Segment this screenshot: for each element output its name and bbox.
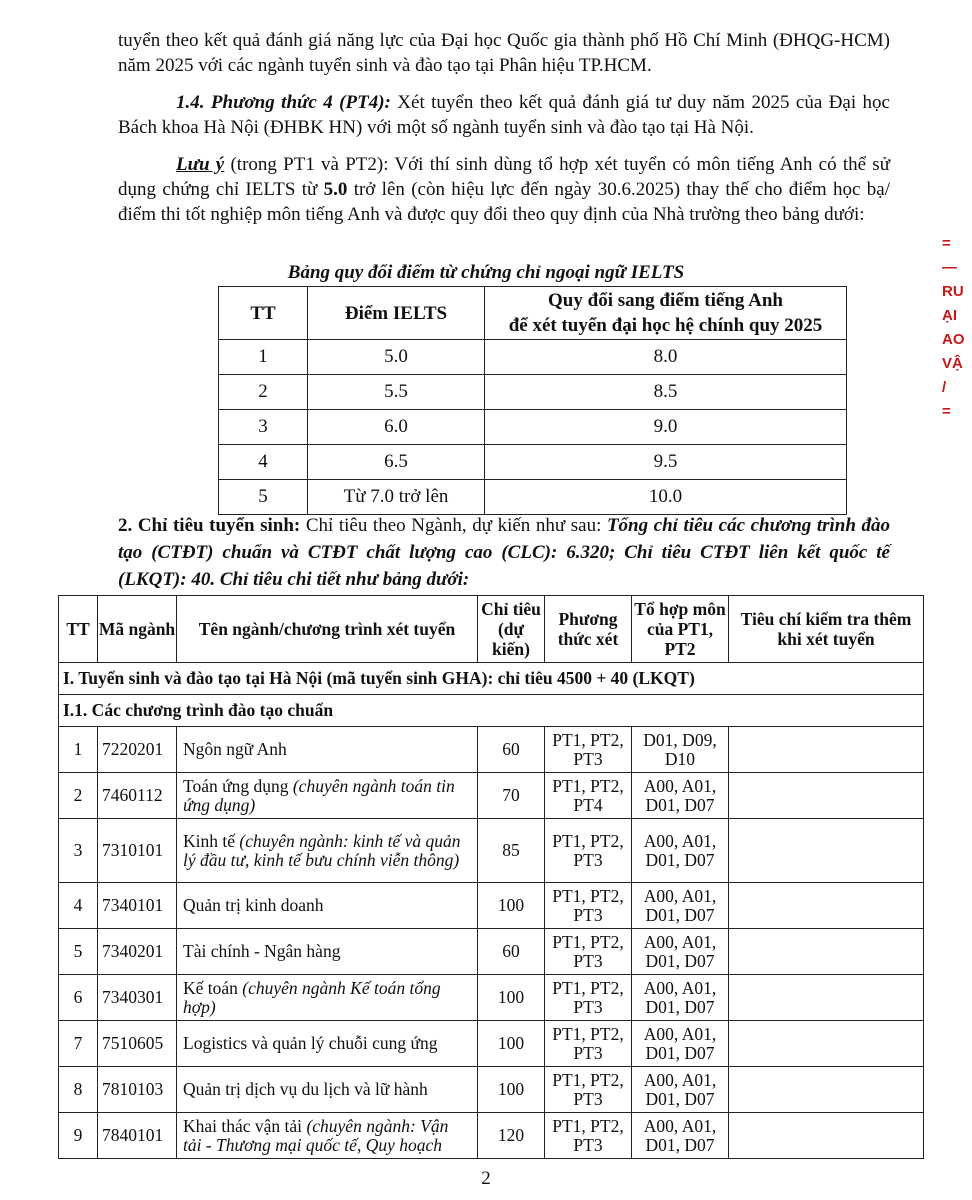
stamp-fragment: = <box>942 235 951 252</box>
ielts-conversion-table <box>218 286 847 515</box>
table-row <box>59 819 924 883</box>
stamp-fragment: AO <box>942 331 965 348</box>
program-name: Quản trị dịch vụ du lịch và lữ hành <box>183 1079 428 1099</box>
program-name: Kế toán <box>183 977 243 998</box>
table-row <box>59 883 924 929</box>
ielts-converted-cell: 9.0 <box>485 410 847 445</box>
ielts-row <box>219 410 847 445</box>
row-code-cell: 7340201 <box>98 929 177 975</box>
row-quota-cell: 100 <box>478 883 545 929</box>
row-name-cell <box>177 819 478 883</box>
program-name: Toán ứng dụng <box>183 775 293 796</box>
table-row <box>59 1021 924 1067</box>
ielts-converted-cell: 9.5 <box>485 445 847 480</box>
ielts-converted-cell: 10.0 <box>485 480 847 515</box>
program-specialization: (chuyên ngành: kinh tế và quản lý đầu tư, kinh tế bưu chính viễn thông) <box>183 830 461 870</box>
row-quota-cell: 100 <box>478 1067 545 1113</box>
row-name-cell <box>177 1021 478 1067</box>
col-header-method: Phương thức xét <box>545 596 632 663</box>
row-quota-cell: 100 <box>478 975 545 1021</box>
ielts-converted-cell: 8.0 <box>485 340 847 375</box>
row-criteria-cell <box>729 975 924 1021</box>
row-combo-cell: A00, A01, D01, D07 <box>632 929 729 975</box>
ielts-score-cell: 6.5 <box>308 445 485 480</box>
method4-paragraph: 1.4. Phương thức 4 (PT4): Xét tuyển theo kết quả đánh giá tư duy năm 2025 của Đại học Bách khoa Hà Nội (ĐHBK HN) với một số ngành tuyển sinh và đào tạo tại Hà Nội. <box>118 92 890 138</box>
ielts-row <box>219 375 847 410</box>
quota-paragraph: 2. Chỉ tiêu tuyển sinh: Chỉ tiêu theo Ngành, dự kiến như sau: Tổng chỉ tiêu các chương trình đào tạo (CTĐT) chuẩn và CTĐT chất lượng cao (CLC): 6.320; Chỉ tiêu CTĐT liên kết quốc tế (LKQT): 40. Chỉ tiêu chi tiết như bảng dưới: <box>118 515 891 590</box>
table-row <box>59 727 924 773</box>
row-code-cell: 7340301 <box>98 975 177 1021</box>
col-header-criteria: Tiêu chí kiểm tra thêm khi xét tuyển <box>729 596 924 663</box>
row-code-cell: 7460112 <box>98 773 177 819</box>
col-header-name: Tên ngành/chương trình xét tuyển <box>177 596 478 663</box>
section-standard-programs: I.1. Các chương trình đào tạo chuẩn <box>59 695 924 727</box>
row-criteria-cell <box>729 929 924 975</box>
row-quota-cell: 60 <box>478 929 545 975</box>
row-tt-cell: 6 <box>59 975 98 1021</box>
row-combo-cell: A00, A01, D01, D07 <box>632 773 729 819</box>
ielts-tt-cell: 2 <box>219 375 308 410</box>
row-name-cell <box>177 727 478 773</box>
row-code-cell: 7840101 <box>98 1113 177 1159</box>
row-combo-cell: A00, A01, D01, D07 <box>632 975 729 1021</box>
col-header-tt: TT <box>219 287 308 340</box>
row-method-cell: PT1, PT2, PT3 <box>545 1113 632 1159</box>
table-row <box>59 1067 924 1113</box>
note-paragraph: Lưu ý (trong PT1 và PT2): Với thí sinh dùng tổ hợp xét tuyển có môn tiếng Anh có thể sử dụng chứng chỉ IELTS từ 5.0 trở lên (còn hiệu lực đến ngày 30.6.2025) thay thế cho điểm học bạ/điểm thi tốt nghiệp môn tiếng Anh và được quy đổi theo quy định của Nhà trường theo bảng dưới: <box>118 154 890 225</box>
stamp-fragment: — <box>942 259 957 276</box>
row-code-cell: 7510605 <box>98 1021 177 1067</box>
row-criteria-cell <box>729 1021 924 1067</box>
row-method-cell: PT1, PT2, PT3 <box>545 819 632 883</box>
program-specialization: (chuyên ngành Kế toán tổng hợp) <box>183 977 441 1017</box>
row-combo-cell: D01, D09, D10 <box>632 727 729 773</box>
table-row <box>59 975 924 1021</box>
row-code-cell: 7810103 <box>98 1067 177 1113</box>
intro-paragraph: tuyển theo kết quả đánh giá năng lực của Đại học Quốc gia thành phố Hồ Chí Minh (ĐHQG-HCM) năm 2025 với các ngành tuyển sinh và đào tạo tại Phân hiệu TP.HCM. <box>118 30 890 76</box>
stamp-fragment: / <box>942 379 947 396</box>
ielts-row <box>219 340 847 375</box>
program-specialization: (chuyên ngành toán tin ứng dụng) <box>183 775 455 815</box>
ielts-score-cell: Từ 7.0 trở lên <box>308 480 485 515</box>
ielts-converted-cell: 8.5 <box>485 375 847 410</box>
table-row <box>59 773 924 819</box>
row-combo-cell: A00, A01, D01, D07 <box>632 1021 729 1067</box>
row-method-cell: PT1, PT2, PT3 <box>545 1021 632 1067</box>
col-header-ielts: Điểm IELTS <box>308 287 485 340</box>
stamp-fragment: RU <box>942 283 964 300</box>
row-method-cell: PT1, PT2, PT3 <box>545 727 632 773</box>
row-method-cell: PT1, PT2, PT4 <box>545 773 632 819</box>
ielts-table-caption: Bảng quy đổi điểm từ chứng chỉ ngoại ngữ IELTS <box>287 262 685 283</box>
table-row <box>59 929 924 975</box>
ielts-tt-cell: 1 <box>219 340 308 375</box>
quota-table <box>58 595 924 1159</box>
row-quota-cell: 100 <box>478 1021 545 1067</box>
row-tt-cell: 1 <box>59 727 98 773</box>
row-name-cell <box>177 883 478 929</box>
row-name-cell <box>177 975 478 1021</box>
ielts-tt-cell: 4 <box>219 445 308 480</box>
margin-stamp <box>942 232 972 424</box>
row-criteria-cell <box>729 1067 924 1113</box>
col-header-converted: Quy đổi sang điểm tiếng Anh để xét tuyển đại học hệ chính quy 2025 <box>485 287 847 340</box>
ielts-score-cell: 5.0 <box>308 340 485 375</box>
section-hanoi: I. Tuyển sinh và đào tạo tại Hà Nội (mã tuyển sinh GHA): chỉ tiêu 4500 + 40 (LKQT) <box>59 663 924 695</box>
row-tt-cell: 9 <box>59 1113 98 1159</box>
col-header-tt: TT <box>59 596 98 663</box>
col-header-quota: Chỉ tiêu (dự kiến) <box>478 596 545 663</box>
page-number: 2 <box>481 1168 491 1189</box>
row-name-cell <box>177 929 478 975</box>
program-name: Quản trị kinh doanh <box>183 895 324 915</box>
row-combo-cell: A00, A01, D01, D07 <box>632 1067 729 1113</box>
row-code-cell: 7340101 <box>98 883 177 929</box>
row-method-cell: PT1, PT2, PT3 <box>545 1067 632 1113</box>
col-header-code: Mã ngành <box>98 596 177 663</box>
ielts-row <box>219 480 847 515</box>
program-name: Logistics và quản lý chuỗi cung ứng <box>183 1033 438 1053</box>
row-criteria-cell <box>729 773 924 819</box>
ielts-row <box>219 445 847 480</box>
row-name-cell <box>177 1067 478 1113</box>
row-code-cell: 7220201 <box>98 727 177 773</box>
row-tt-cell: 7 <box>59 1021 98 1067</box>
row-name-cell <box>177 1113 478 1159</box>
row-tt-cell: 2 <box>59 773 98 819</box>
row-method-cell: PT1, PT2, PT3 <box>545 975 632 1021</box>
row-quota-cell: 60 <box>478 727 545 773</box>
program-name: Tài chính - Ngân hàng <box>183 941 341 961</box>
ielts-score-cell: 5.5 <box>308 375 485 410</box>
stamp-fragment: ẠI <box>942 307 957 324</box>
row-quota-cell: 70 <box>478 773 545 819</box>
row-criteria-cell <box>729 1113 924 1159</box>
row-tt-cell: 4 <box>59 883 98 929</box>
ielts-tt-cell: 5 <box>219 480 308 515</box>
row-criteria-cell <box>729 727 924 773</box>
row-criteria-cell <box>729 883 924 929</box>
row-tt-cell: 3 <box>59 819 98 883</box>
row-method-cell: PT1, PT2, PT3 <box>545 929 632 975</box>
stamp-fragment: = <box>942 403 951 420</box>
program-name: Khai thác vận tải <box>183 1115 307 1136</box>
row-tt-cell: 8 <box>59 1067 98 1113</box>
row-combo-cell: A00, A01, D01, D07 <box>632 819 729 883</box>
table-row <box>59 1113 924 1159</box>
col-header-combo: Tổ hợp môn của PT1, PT2 <box>632 596 729 663</box>
row-criteria-cell <box>729 819 924 883</box>
row-quota-cell: 120 <box>478 1113 545 1159</box>
row-tt-cell: 5 <box>59 929 98 975</box>
program-name: Kinh tế <box>183 830 240 851</box>
row-name-cell <box>177 773 478 819</box>
row-method-cell: PT1, PT2, PT3 <box>545 883 632 929</box>
row-combo-cell: A00, A01, D01, D07 <box>632 883 729 929</box>
ielts-tt-cell: 3 <box>219 410 308 445</box>
program-name: Ngôn ngữ Anh <box>183 739 287 759</box>
row-code-cell: 7310101 <box>98 819 177 883</box>
row-combo-cell: A00, A01, D01, D07 <box>632 1113 729 1159</box>
program-specialization: (chuyên ngành: Vận tải - Thương mại quốc tế, Quy hoạch <box>183 1115 449 1155</box>
ielts-score-cell: 6.0 <box>308 410 485 445</box>
stamp-fragment: VẬ <box>942 355 963 372</box>
row-quota-cell: 85 <box>478 819 545 883</box>
